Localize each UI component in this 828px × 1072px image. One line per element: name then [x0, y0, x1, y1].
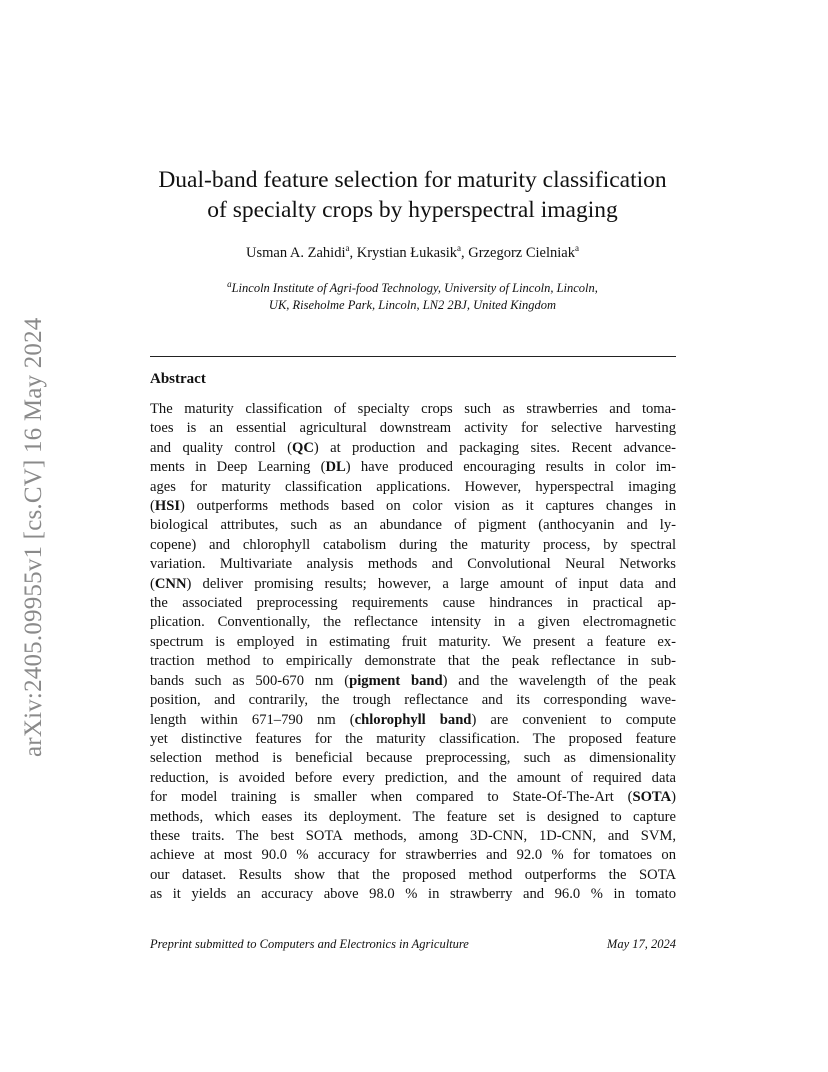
abstract-body	[150, 400, 676, 905]
author-list: Usman A. Zahidi$^a$, Krystian Łukasik$^a$, Grzegorz Cielniak$^a$	[246, 243, 579, 261]
abstract-emphasis: chlorophyll band	[354, 711, 472, 728]
abstract-text: the associated preprocessing requirements cause hindrances in practical ap-	[150, 595, 676, 612]
abstract-line	[150, 808, 676, 827]
abstract-text: selection method is beneficial because preprocessing, such as dimensionality	[150, 750, 676, 767]
abstract-text: ments in Deep Learning (	[150, 459, 326, 476]
abstract-line	[150, 478, 676, 497]
abstract-text: variation. Multivariate analysis methods and Convolutional Neural Networks	[150, 556, 676, 573]
affiliation-line-1: $^a$Lincoln Institute of Agri-food Technology, University of Lincoln, Lincoln,	[227, 279, 598, 296]
abstract-text: these traits. The best SOTA methods, among 3D-CNN, 1D-CNN, and SVM,	[150, 827, 676, 844]
abstract-text: copene) and chlorophyll catabolism during the maturity process, by spectral	[150, 536, 676, 553]
abstract-text: yet distinctive features for the maturity classification. The proposed feature	[150, 730, 676, 747]
page-footer	[150, 937, 676, 952]
divider-rule	[150, 356, 676, 357]
author-affiliation-marker: a	[457, 243, 462, 253]
abstract-text: reduction, is avoided before every prediction, and the amount of required data	[150, 769, 676, 786]
abstract-line	[150, 400, 676, 419]
abstract-line	[150, 652, 676, 671]
abstract-line	[150, 439, 676, 458]
abstract-emphasis: DL	[325, 459, 346, 476]
author-affiliation-marker: a	[574, 243, 579, 253]
abstract-text: methods, which eases its deployment. The feature set is designed to capture	[150, 808, 676, 825]
title-line-2: of specialty crops by hyperspectral imaging	[207, 197, 618, 223]
paper-title	[120, 165, 705, 225]
abstract-line	[150, 536, 676, 555]
abstract-text: toes is an essential agricultural downstream activity for selective harvesting	[150, 420, 676, 437]
abstract-line	[150, 730, 676, 749]
abstract-text: ) are convenient to compute	[471, 711, 676, 728]
submission-date: May 17, 2024	[606, 937, 676, 951]
abstract-text: as it yields an accuracy above 98.0 % in strawberry and 96.0 % in tomato	[150, 886, 676, 903]
abstract-line	[150, 749, 676, 768]
abstract-text: ages for maturity classification applications. However, hyperspectral imaging	[150, 478, 676, 495]
abstract-line	[150, 555, 676, 574]
abstract-text: and quality control (	[150, 439, 292, 456]
abstract-text: traction method to empirically demonstrate that the peak reflectance in sub-	[150, 653, 676, 670]
abstract-line	[150, 691, 676, 710]
abstract-emphasis: CNN	[154, 575, 187, 592]
abstract-text: The maturity classification of specialty crops such as strawberries and toma-	[150, 401, 676, 417]
abstract-line	[150, 866, 676, 885]
abstract-line	[150, 497, 676, 516]
affiliation	[120, 276, 705, 314]
abstract-text: for model training is smaller when compared to State-Of-The-Art (	[150, 789, 633, 806]
preprint-note: Preprint submitted to Computers and Electronics in Agriculture	[150, 937, 469, 951]
abstract-text: ) outperforms methods based on color vision as it captures changes in	[180, 498, 676, 515]
affiliation-marker: a	[227, 279, 232, 289]
abstract-emphasis: QC	[291, 439, 314, 456]
abstract-text: ) deliver promising results; however, a large amount of input data and	[186, 575, 676, 592]
abstract-text: plication. Conventionally, the reflectance intensity in a given electromagnetic	[150, 614, 676, 631]
abstract-text: )	[671, 789, 676, 806]
abstract-text: length within 671–790 nm (	[150, 711, 355, 728]
abstract-line	[150, 458, 676, 477]
author-name: Grzegorz Cielniak	[468, 244, 575, 261]
abstract-emphasis: HSI	[154, 498, 181, 515]
abstract-line	[150, 769, 676, 788]
abstract-line	[150, 885, 676, 904]
abstract-text: (	[150, 575, 155, 592]
abstract-line	[150, 827, 676, 846]
abstract-text: ) have produced encouraging results in color im-	[345, 459, 676, 476]
abstract-line	[150, 419, 676, 438]
abstract-text: ) and the wavelength of the peak	[442, 672, 676, 689]
abstract-line	[150, 575, 676, 594]
abstract-text: our dataset. Results show that the proposed method outperforms the SOTA	[150, 866, 676, 883]
affiliation-line-2: UK, Riseholme Park, Lincoln, LN2 2BJ, United Kingdom	[268, 298, 557, 313]
abstract-emphasis: pigment band	[349, 672, 443, 689]
abstract-text: bands such as 500-670 nm (	[150, 672, 350, 689]
abstract-line	[150, 711, 676, 730]
abstract-text: position, and contrarily, the trough reflectance and its corresponding wave-	[150, 692, 676, 709]
abstract-line	[150, 672, 676, 691]
author-name: Krystian Łukasik	[356, 244, 458, 261]
author-name: Usman A. Zahidi	[246, 244, 346, 261]
title-line-1: Dual-band feature selection for maturity classification	[158, 167, 667, 193]
abstract-line	[150, 594, 676, 613]
abstract-line	[150, 613, 676, 632]
author-affiliation-marker: a	[345, 243, 350, 253]
arxiv-identifier-stamp[interactable]: arXiv:2405.09955v1 [cs.CV] 16 May 2024	[20, 317, 47, 757]
abstract-line	[150, 516, 676, 535]
abstract-text: achieve at most 90.0 % accuracy for strawberries and 92.0 % for tomatoes on	[150, 847, 676, 864]
abstract-line	[150, 788, 676, 807]
abstract-line	[150, 633, 676, 652]
abstract-text: biological attributes, such as an abundance of pigment (anthocyanin and ly-	[150, 517, 676, 534]
abstract-emphasis: SOTA	[632, 789, 672, 806]
abstract-heading: Abstract	[150, 371, 206, 387]
abstract-text: ) at production and packaging sites. Recent advance-	[313, 439, 676, 456]
abstract-text: spectrum is employed in estimating fruit maturity. We present a feature ex-	[150, 633, 676, 650]
abstract-line	[150, 846, 676, 865]
abstract-text: (	[150, 498, 155, 515]
